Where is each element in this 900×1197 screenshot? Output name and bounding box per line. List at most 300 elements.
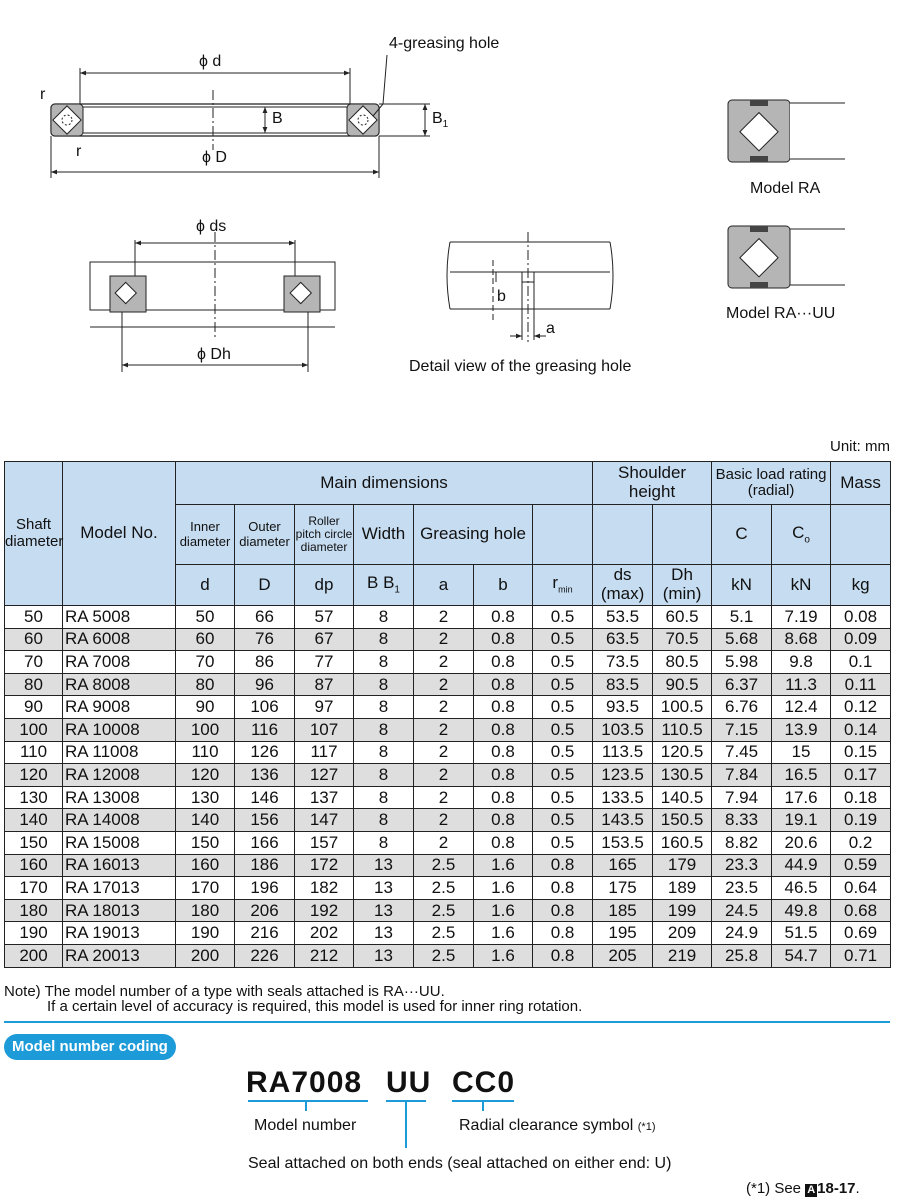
cell-shaft: 80: [5, 673, 63, 696]
cell-mass: 0.69: [831, 922, 891, 945]
greasing-hole-detail: [447, 232, 613, 342]
th-kN-2: kN: [772, 565, 831, 606]
B1-label: $B_1$: [432, 110, 449, 131]
cell-width: 8: [354, 831, 414, 854]
cell-D: 126: [235, 741, 295, 764]
cell-shaft: 110: [5, 741, 63, 764]
cell-mass: 0.64: [831, 877, 891, 900]
cell-b: 1.6: [474, 854, 533, 877]
cell-a: 2: [414, 606, 474, 629]
cell-mass: 0.19: [831, 809, 891, 832]
cell-dh: 219: [653, 944, 712, 967]
label-radial-clearance: Radial clearance symbol (*1): [459, 1117, 656, 1134]
cell-rmin: 0.8: [533, 899, 593, 922]
cell-D: 116: [235, 718, 295, 741]
cell-ds: 133.5: [593, 786, 653, 809]
cell-dp: 77: [295, 651, 354, 674]
th-C: C: [712, 505, 772, 565]
cell-dp: 67: [295, 628, 354, 651]
cell-mass: 0.71: [831, 944, 891, 967]
cell-d: 150: [176, 831, 235, 854]
model-number-coding-badge: Model number coding: [4, 1034, 176, 1060]
model-ra-uu-label: Model RA···UU: [726, 305, 836, 322]
cell-model: RA 12008: [63, 764, 176, 787]
cell-ds: 153.5: [593, 831, 653, 854]
phi-D-label: ϕ D: [202, 149, 227, 166]
cell-shaft: 170: [5, 877, 63, 900]
table-row: [5, 877, 891, 900]
cell-D: 166: [235, 831, 295, 854]
cell-C: 5.98: [712, 651, 772, 674]
cell-dh: 150.5: [653, 809, 712, 832]
cell-model: RA 15008: [63, 831, 176, 854]
cell-dp: 172: [295, 854, 354, 877]
cell-width: 8: [354, 673, 414, 696]
cell-C: 5.1: [712, 606, 772, 629]
th-model-no: Model No.: [63, 462, 176, 606]
cell-a: 2: [414, 696, 474, 719]
cell-mass: 0.68: [831, 899, 891, 922]
table-row: [5, 809, 891, 832]
cell-ds: 143.5: [593, 809, 653, 832]
r-label-bottom: r: [76, 143, 82, 160]
th-sym-Dh: Dh (min): [653, 565, 712, 606]
cell-mass: 0.1: [831, 651, 891, 674]
cell-rmin: 0.5: [533, 718, 593, 741]
cell-d: 140: [176, 809, 235, 832]
cell-mass: 0.59: [831, 854, 891, 877]
cell-shaft: 190: [5, 922, 63, 945]
cell-shaft: 130: [5, 786, 63, 809]
cell-ds: 93.5: [593, 696, 653, 719]
cell-ds: 83.5: [593, 673, 653, 696]
table-row: [5, 651, 891, 674]
cell-model: RA 11008: [63, 741, 176, 764]
cell-shaft: 140: [5, 809, 63, 832]
cell-width: 13: [354, 922, 414, 945]
table-row: [5, 764, 891, 787]
ring-body: [51, 104, 379, 136]
cell-rmin: 0.8: [533, 944, 593, 967]
a-label: a: [546, 320, 555, 337]
phi-d-label: ϕ d: [199, 53, 222, 70]
table-row: [5, 899, 891, 922]
cell-model: RA 7008: [63, 651, 176, 674]
th-mass: Mass: [831, 462, 891, 505]
cell-a: 2: [414, 718, 474, 741]
cell-ds: 53.5: [593, 606, 653, 629]
cell-a: 2.5: [414, 854, 474, 877]
cell-C: 8.33: [712, 809, 772, 832]
cell-rmin: 0.5: [533, 606, 593, 629]
cell-C0: 12.4: [772, 696, 831, 719]
cell-dh: 209: [653, 922, 712, 945]
cell-shaft: 50: [5, 606, 63, 629]
cell-ds: 195: [593, 922, 653, 945]
cell-C0: 17.6: [772, 786, 831, 809]
cell-C0: 8.68: [772, 628, 831, 651]
table-row: [5, 944, 891, 967]
cell-a: 2.5: [414, 877, 474, 900]
cell-mass: 0.18: [831, 786, 891, 809]
cell-a: 2.5: [414, 944, 474, 967]
cell-a: 2: [414, 651, 474, 674]
cell-model: RA 13008: [63, 786, 176, 809]
cell-width: 8: [354, 651, 414, 674]
phi-Dh-label: ϕ Dh: [197, 346, 231, 363]
cell-C: 7.84: [712, 764, 772, 787]
table-row: [5, 831, 891, 854]
phi-ds-label: ϕ ds: [196, 218, 227, 235]
cell-shaft: 100: [5, 718, 63, 741]
cell-d: 90: [176, 696, 235, 719]
model-ra-uu-diagram: [728, 226, 845, 288]
cell-D: 136: [235, 764, 295, 787]
cell-a: 2: [414, 741, 474, 764]
cell-C: 25.8: [712, 944, 772, 967]
code-model-part: RA7008: [246, 1066, 363, 1099]
th-kg: kg: [831, 565, 891, 606]
cell-d: 130: [176, 786, 235, 809]
cell-dh: 60.5: [653, 606, 712, 629]
cell-dh: 70.5: [653, 628, 712, 651]
cell-d: 80: [176, 673, 235, 696]
cell-dp: 192: [295, 899, 354, 922]
cell-dh: 100.5: [653, 696, 712, 719]
th-sym-rmin: $r_{min}$: [533, 565, 593, 606]
cell-D: 106: [235, 696, 295, 719]
th-basic-load-rating: Basic load rating (radial): [712, 462, 831, 505]
section-divider: [4, 1021, 890, 1023]
cell-b: 0.8: [474, 696, 533, 719]
cell-model: RA 18013: [63, 899, 176, 922]
cell-a: 2: [414, 628, 474, 651]
cell-a: 2: [414, 831, 474, 854]
cell-d: 120: [176, 764, 235, 787]
b-label: b: [497, 288, 506, 305]
cell-dp: 137: [295, 786, 354, 809]
th-shaft-diameter: Shaft diameter: [5, 462, 63, 606]
cell-model: RA 10008: [63, 718, 176, 741]
cell-mass: 0.14: [831, 718, 891, 741]
cell-ds: 113.5: [593, 741, 653, 764]
table-row: [5, 922, 891, 945]
cell-b: 0.8: [474, 741, 533, 764]
cell-rmin: 0.5: [533, 673, 593, 696]
cell-C0: 20.6: [772, 831, 831, 854]
table-row: [5, 786, 891, 809]
cell-shaft: 200: [5, 944, 63, 967]
cell-dh: 189: [653, 877, 712, 900]
cell-C: 7.94: [712, 786, 772, 809]
cell-mass: 0.15: [831, 741, 891, 764]
th-width: Width: [354, 505, 414, 565]
cell-C: 6.37: [712, 673, 772, 696]
cell-rmin: 0.5: [533, 831, 593, 854]
table-row: [5, 606, 891, 629]
cell-width: 8: [354, 741, 414, 764]
cell-C0: 19.1: [772, 809, 831, 832]
cell-D: 216: [235, 922, 295, 945]
code-clearance-part: CC0: [452, 1066, 516, 1099]
cell-C: 8.82: [712, 831, 772, 854]
cell-a: 2: [414, 764, 474, 787]
cell-dh: 130.5: [653, 764, 712, 787]
th-dh-top: [653, 505, 712, 565]
cell-dp: 182: [295, 877, 354, 900]
cell-D: 186: [235, 854, 295, 877]
cell-model: RA 14008: [63, 809, 176, 832]
cell-shaft: 160: [5, 854, 63, 877]
cell-width: 13: [354, 877, 414, 900]
cell-ds: 205: [593, 944, 653, 967]
cell-ds: 123.5: [593, 764, 653, 787]
th-mass-mid: [831, 505, 891, 565]
th-sym-d: d: [176, 565, 235, 606]
cell-dp: 107: [295, 718, 354, 741]
th-rmin-top: [533, 505, 593, 565]
th-outer-diameter: Outer diameter: [235, 505, 295, 565]
cell-C0: 44.9: [772, 854, 831, 877]
label-model-number: Model number: [254, 1117, 357, 1134]
detail-caption: Detail view of the greasing hole: [409, 358, 632, 375]
cell-dh: 110.5: [653, 718, 712, 741]
cell-ds: 165: [593, 854, 653, 877]
cell-width: 8: [354, 606, 414, 629]
cell-ds: 63.5: [593, 628, 653, 651]
cell-D: 76: [235, 628, 295, 651]
cell-C: 7.15: [712, 718, 772, 741]
cell-D: 196: [235, 877, 295, 900]
cell-b: 1.6: [474, 922, 533, 945]
cell-mass: 0.09: [831, 628, 891, 651]
cell-D: 66: [235, 606, 295, 629]
cell-model: RA 19013: [63, 922, 176, 945]
cell-ds: 73.5: [593, 651, 653, 674]
cell-b: 0.8: [474, 673, 533, 696]
cell-d: 170: [176, 877, 235, 900]
cell-width: 13: [354, 899, 414, 922]
cell-C0: 16.5: [772, 764, 831, 787]
cell-mass: 0.17: [831, 764, 891, 787]
cell-C: 5.68: [712, 628, 772, 651]
th-ds-top: [593, 505, 653, 565]
cell-C: 6.76: [712, 696, 772, 719]
cell-d: 60: [176, 628, 235, 651]
th-shoulder-height: Shoulder height: [593, 462, 712, 505]
greasing-hole-label: 4-greasing hole: [389, 35, 500, 52]
cell-shaft: 180: [5, 899, 63, 922]
th-main-dimensions: Main dimensions: [176, 462, 593, 505]
cell-dp: 127: [295, 764, 354, 787]
cell-width: 8: [354, 718, 414, 741]
cell-D: 96: [235, 673, 295, 696]
cell-width: 8: [354, 628, 414, 651]
cell-d: 180: [176, 899, 235, 922]
table-row: [5, 673, 891, 696]
cell-mass: 0.2: [831, 831, 891, 854]
cell-width: 13: [354, 944, 414, 967]
cell-rmin: 0.5: [533, 741, 593, 764]
cell-dh: 90.5: [653, 673, 712, 696]
th-sym-dp: dp: [295, 565, 354, 606]
footnote-badge: A: [807, 1184, 816, 1196]
cell-C: 7.45: [712, 741, 772, 764]
cell-b: 0.8: [474, 786, 533, 809]
cell-d: 200: [176, 944, 235, 967]
unit-label: Unit: mm: [830, 438, 890, 455]
cell-d: 190: [176, 922, 235, 945]
cell-rmin: 0.8: [533, 854, 593, 877]
th-sym-D: D: [235, 565, 295, 606]
note-line-2: If a certain level of accuracy is required, this model is used for inner ring rotation.: [47, 998, 583, 1015]
cell-rmin: 0.8: [533, 922, 593, 945]
cell-b: 0.8: [474, 764, 533, 787]
cell-b: 1.6: [474, 944, 533, 967]
th-inner-diameter: Inner diameter: [176, 505, 235, 565]
th-sym-b: b: [474, 565, 533, 606]
cell-C: 24.5: [712, 899, 772, 922]
table-row: [5, 854, 891, 877]
th-sym-a: a: [414, 565, 474, 606]
cell-model: RA 17013: [63, 877, 176, 900]
spec-table: [4, 461, 891, 968]
cell-shaft: 60: [5, 628, 63, 651]
cell-dp: 147: [295, 809, 354, 832]
th-roller-pitch: Roller pitch circle diameter: [295, 505, 354, 565]
cell-b: 0.8: [474, 718, 533, 741]
cell-ds: 185: [593, 899, 653, 922]
cell-dh: 199: [653, 899, 712, 922]
cell-C0: 13.9: [772, 718, 831, 741]
cell-a: 2: [414, 809, 474, 832]
cell-model: RA 16013: [63, 854, 176, 877]
cell-D: 206: [235, 899, 295, 922]
th-sym-BB1: B $B_1$: [354, 565, 414, 606]
cell-dp: 57: [295, 606, 354, 629]
cell-shaft: 70: [5, 651, 63, 674]
model-ra-label: Model RA: [750, 180, 821, 197]
cell-C0: 11.3: [772, 673, 831, 696]
cell-width: 8: [354, 786, 414, 809]
cell-model: RA 5008: [63, 606, 176, 629]
code-seal-part: UU: [386, 1066, 432, 1099]
cell-width: 13: [354, 854, 414, 877]
cell-rmin: 0.5: [533, 628, 593, 651]
cell-b: 0.8: [474, 809, 533, 832]
B-label: B: [272, 110, 283, 127]
table-row: [5, 628, 891, 651]
cell-dp: 117: [295, 741, 354, 764]
cell-D: 146: [235, 786, 295, 809]
cell-b: 0.8: [474, 651, 533, 674]
cell-dp: 202: [295, 922, 354, 945]
label-seal: Seal attached on both ends (seal attached on either end: U): [248, 1155, 672, 1172]
cell-dp: 212: [295, 944, 354, 967]
cell-a: 2.5: [414, 899, 474, 922]
cell-C0: 9.8: [772, 651, 831, 674]
cell-D: 86: [235, 651, 295, 674]
footnote: (*1) See A 18-17.: [746, 1180, 860, 1197]
cell-d: 160: [176, 854, 235, 877]
cell-rmin: 0.8: [533, 877, 593, 900]
cell-C0: 46.5: [772, 877, 831, 900]
note-line-1: Note) The model number of a type with seals attached is RA···UU.: [4, 983, 445, 1000]
cell-d: 70: [176, 651, 235, 674]
cell-b: 1.6: [474, 877, 533, 900]
cell-ds: 175: [593, 877, 653, 900]
cell-a: 2: [414, 786, 474, 809]
cell-rmin: 0.5: [533, 651, 593, 674]
cell-width: 8: [354, 764, 414, 787]
cell-model: RA 20013: [63, 944, 176, 967]
cell-model: RA 6008: [63, 628, 176, 651]
th-greasing-hole: Greasing hole: [414, 505, 533, 565]
cell-D: 226: [235, 944, 295, 967]
cell-d: 110: [176, 741, 235, 764]
cell-rmin: 0.5: [533, 764, 593, 787]
table-row: [5, 696, 891, 719]
cell-shaft: 150: [5, 831, 63, 854]
cell-mass: 0.12: [831, 696, 891, 719]
cell-C: 24.9: [712, 922, 772, 945]
table-row: [5, 718, 891, 741]
cell-D: 156: [235, 809, 295, 832]
th-kN-1: kN: [712, 565, 772, 606]
cell-C0: 54.7: [772, 944, 831, 967]
cell-width: 8: [354, 696, 414, 719]
cell-dp: 157: [295, 831, 354, 854]
cell-shaft: 90: [5, 696, 63, 719]
cell-a: 2: [414, 673, 474, 696]
cell-rmin: 0.5: [533, 696, 593, 719]
cell-dp: 97: [295, 696, 354, 719]
cell-C0: 7.19: [772, 606, 831, 629]
cell-d: 100: [176, 718, 235, 741]
cell-mass: 0.11: [831, 673, 891, 696]
cell-dh: 160.5: [653, 831, 712, 854]
cell-C: 23.3: [712, 854, 772, 877]
cell-shaft: 120: [5, 764, 63, 787]
cell-C0: 15: [772, 741, 831, 764]
cell-b: 0.8: [474, 831, 533, 854]
cell-ds: 103.5: [593, 718, 653, 741]
cell-dh: 140.5: [653, 786, 712, 809]
cell-dh: 120.5: [653, 741, 712, 764]
cell-b: 0.8: [474, 628, 533, 651]
r-label-top: r: [40, 86, 46, 103]
cell-dh: 179: [653, 854, 712, 877]
cell-model: RA 9008: [63, 696, 176, 719]
cell-C: 23.5: [712, 877, 772, 900]
ring-cross-section-drawing: [0, 0, 900, 420]
th-C0: $C_o$: [772, 505, 831, 565]
cell-a: 2.5: [414, 922, 474, 945]
cell-mass: 0.08: [831, 606, 891, 629]
cell-rmin: 0.5: [533, 786, 593, 809]
table-row: [5, 741, 891, 764]
model-ra-diagram: [728, 100, 845, 162]
cell-d: 50: [176, 606, 235, 629]
cell-rmin: 0.5: [533, 809, 593, 832]
th-sym-ds: ds (max): [593, 565, 653, 606]
cell-dp: 87: [295, 673, 354, 696]
cell-C0: 51.5: [772, 922, 831, 945]
cell-b: 0.8: [474, 606, 533, 629]
cell-model: RA 8008: [63, 673, 176, 696]
cell-C0: 49.8: [772, 899, 831, 922]
cell-b: 1.6: [474, 899, 533, 922]
